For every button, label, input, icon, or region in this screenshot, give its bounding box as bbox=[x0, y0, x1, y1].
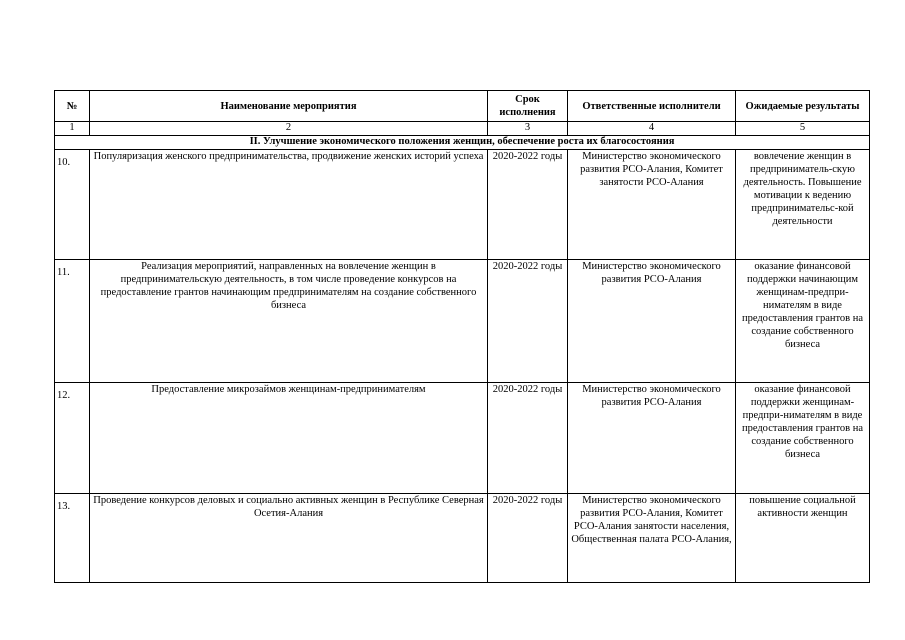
column-number: 5 bbox=[736, 122, 870, 136]
column-number: 1 bbox=[55, 122, 90, 136]
row-number: 12. bbox=[55, 383, 90, 494]
header-name: Наименование мероприятия bbox=[90, 91, 488, 122]
measure-term: 2020-2022 годы bbox=[488, 150, 568, 260]
table-row bbox=[55, 150, 870, 260]
column-number: 3 bbox=[488, 122, 568, 136]
row-number: 13. bbox=[55, 494, 90, 583]
table-row bbox=[55, 494, 870, 583]
column-number: 4 bbox=[568, 122, 736, 136]
table-row bbox=[55, 383, 870, 494]
measure-responsible: Министерство экономического развития РСО-Алания, Комитет занятости РСО-Алания bbox=[568, 150, 736, 260]
table-row bbox=[55, 260, 870, 383]
header-row bbox=[55, 91, 870, 122]
measures-table bbox=[54, 90, 870, 583]
measure-result: оказание финансовой поддержки женщинам-предпри-нимателям в виде предоставления грантов на создание собственного бизнеса bbox=[736, 383, 870, 494]
header-responsible: Ответственные исполнители bbox=[568, 91, 736, 122]
section-title: II. Улучшение экономического положения женщин, обеспечение роста их благосостояния bbox=[55, 136, 870, 150]
row-number: 10. bbox=[55, 150, 90, 260]
measure-name: Проведение конкурсов деловых и социально активных женщин в Республике Северная Осетия-Алания bbox=[90, 494, 488, 583]
measure-result: оказание финансовой поддержки начинающим женщинам-предпри-нимателям в виде предоставления грантов на создание собственного бизнеса bbox=[736, 260, 870, 383]
measure-responsible: Министерство экономического развития РСО-Алания bbox=[568, 383, 736, 494]
measure-result: вовлечение женщин в предприниматель-скую деятельность. Повышение мотивации к ведению предпринимательс-кой деятельности bbox=[736, 150, 870, 260]
header-term: Срок исполнения bbox=[488, 91, 568, 122]
measure-term: 2020-2022 годы bbox=[488, 383, 568, 494]
column-number: 2 bbox=[90, 122, 488, 136]
measure-result: повышение социальной активности женщин bbox=[736, 494, 870, 583]
measure-responsible: Министерство экономического развития РСО-Алания, Комитет РСО-Алания занятости населения, Общественная палата РСО-Алания, bbox=[568, 494, 736, 583]
measure-name: Предоставление микрозаймов женщинам-предпринимателям bbox=[90, 383, 488, 494]
row-number: 11. bbox=[55, 260, 90, 383]
column-number-row bbox=[55, 122, 870, 136]
measure-term: 2020-2022 годы bbox=[488, 494, 568, 583]
measure-responsible: Министерство экономического развития РСО-Алания bbox=[568, 260, 736, 383]
section-row bbox=[55, 136, 870, 150]
measure-name: Реализация мероприятий, направленных на вовлечение женщин в предпринимательскую деятельность, в том числе проведение конкурсов на предоставление грантов начинающим предпринимателям на создание собственного бизнеса bbox=[90, 260, 488, 383]
measure-term: 2020-2022 годы bbox=[488, 260, 568, 383]
header-num: № bbox=[55, 91, 90, 122]
header-result: Ожидаемые результаты bbox=[736, 91, 870, 122]
measure-name: Популяризация женского предпринимательства, продвижение женских историй успеха bbox=[90, 150, 488, 260]
